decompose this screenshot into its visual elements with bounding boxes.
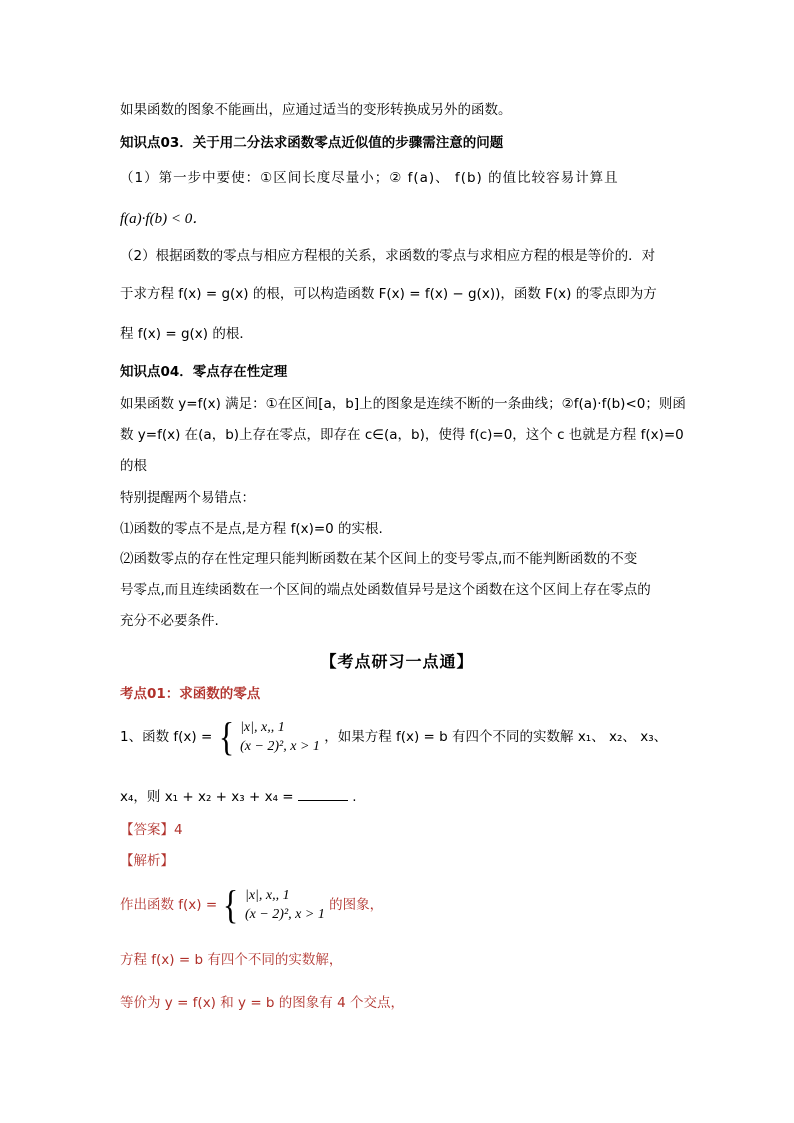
heading-knowledge-03: 知识点03．关于用二分法求函数零点近似值的步骤需注意的问题: [120, 135, 504, 151]
solution-1-prefix: 作出函数 f(x) =: [120, 897, 218, 913]
solution-3-number: 4: [337, 995, 346, 1011]
solution-3-part-a: 等价为 y = f(x) 和 y = b 的图象有: [120, 995, 333, 1011]
solution-piece-1: |x|, x,, 1: [244, 888, 290, 903]
question-1-suffix: ，如果方程 f(x) = b 有四个不同的实数解 x₁、 x₂、 x₃、: [324, 729, 668, 745]
theorem-line-3: 的根: [120, 458, 147, 474]
reminder-heading: 特别提醒两个易错点：: [120, 490, 255, 506]
question-1-prefix: 1、函数 f(x) =: [120, 729, 213, 745]
reminder-1: ⑴函数的零点不是点,是方程 f(x)=0 的实根.: [120, 521, 383, 537]
question-1-line-1: [120, 714, 668, 763]
solution-1-suffix: 的图象，: [329, 897, 384, 913]
solution-piece-2: (x − 2)², x > 1: [244, 907, 325, 922]
question-1-end: .: [352, 789, 357, 805]
solution-3-part-b: 个交点，: [349, 995, 404, 1011]
point-1-line-b: f(a)·f(b) < 0．: [120, 211, 208, 227]
theorem-line-2: 数 y=f(x) 在(a，b)上存在零点，即存在 c∈(a，b)，使得 f(c)=0，这个 c 也就是方程 f(x)=0: [120, 427, 684, 443]
brace-symbol: {: [218, 714, 234, 759]
answer-line: [120, 820, 183, 840]
point-2-line-a: （2）根据函数的零点与相应方程根的关系，求函数的零点与求相应方程的根是等价的．对: [120, 248, 656, 264]
piecewise-function-2: [245, 886, 325, 924]
answer-blank[interactable]: [298, 786, 348, 801]
theorem-line-1: 如果函数 y=f(x) 满足：①在区间[a，b]上的图象是连续不断的一条曲线；②f(a)·f(b)<0；则函: [120, 396, 686, 412]
exam-point-heading: 考点01：求函数的零点: [120, 686, 261, 702]
point-2-line-b: 于求方程 f(x) = g(x) 的根，可以构造函数 F(x) = f(x) − g(x))，函数 F(x) 的零点即为方: [120, 286, 657, 302]
point-1-line-a: （1）第一步中要使：①区间长度尽量小；② f(a)、 f(b) 的值比较容易计算且: [120, 170, 619, 186]
answer-label: 【答案】: [120, 822, 174, 838]
solution-line-3: [120, 993, 404, 1013]
section-title: 【考点研习一点通】: [320, 652, 474, 671]
reminder-2-line-3: 充分不必要条件.: [120, 613, 219, 629]
piece-1: |x|, x,, 1: [240, 720, 285, 735]
question-1-line-2: [120, 786, 356, 807]
brace-symbol-2: {: [223, 882, 239, 927]
reminder-2-line-2: 号零点,而且连续函数在一个区间的端点处函数值异号是这个函数在这个区间上存在零点的: [120, 582, 651, 598]
analysis-label: 【解析】: [120, 853, 174, 869]
piecewise-function: [240, 718, 320, 756]
heading-knowledge-04: 知识点04．零点存在性定理: [120, 364, 288, 380]
point-2-line-c: 程 f(x) = g(x) 的根．: [120, 326, 253, 342]
answer-value: 4: [174, 822, 183, 838]
solution-line-1: [120, 882, 384, 931]
question-1-sum: x₄，则 x₁ + x₂ + x₃ + x₄ =: [120, 789, 294, 805]
solution-line-2: 方程 f(x) = b 有四个不同的实数解，: [120, 952, 343, 968]
intro-line: 如果函数的图象不能画出，应通过适当的变形转换成另外的函数。: [120, 102, 512, 118]
piece-2: (x − 2)², x > 1: [240, 739, 320, 754]
reminder-2-line-1: ⑵函数零点的存在性定理只能判断函数在某个区间上的变号零点,而不能判断函数的不变: [120, 551, 638, 567]
